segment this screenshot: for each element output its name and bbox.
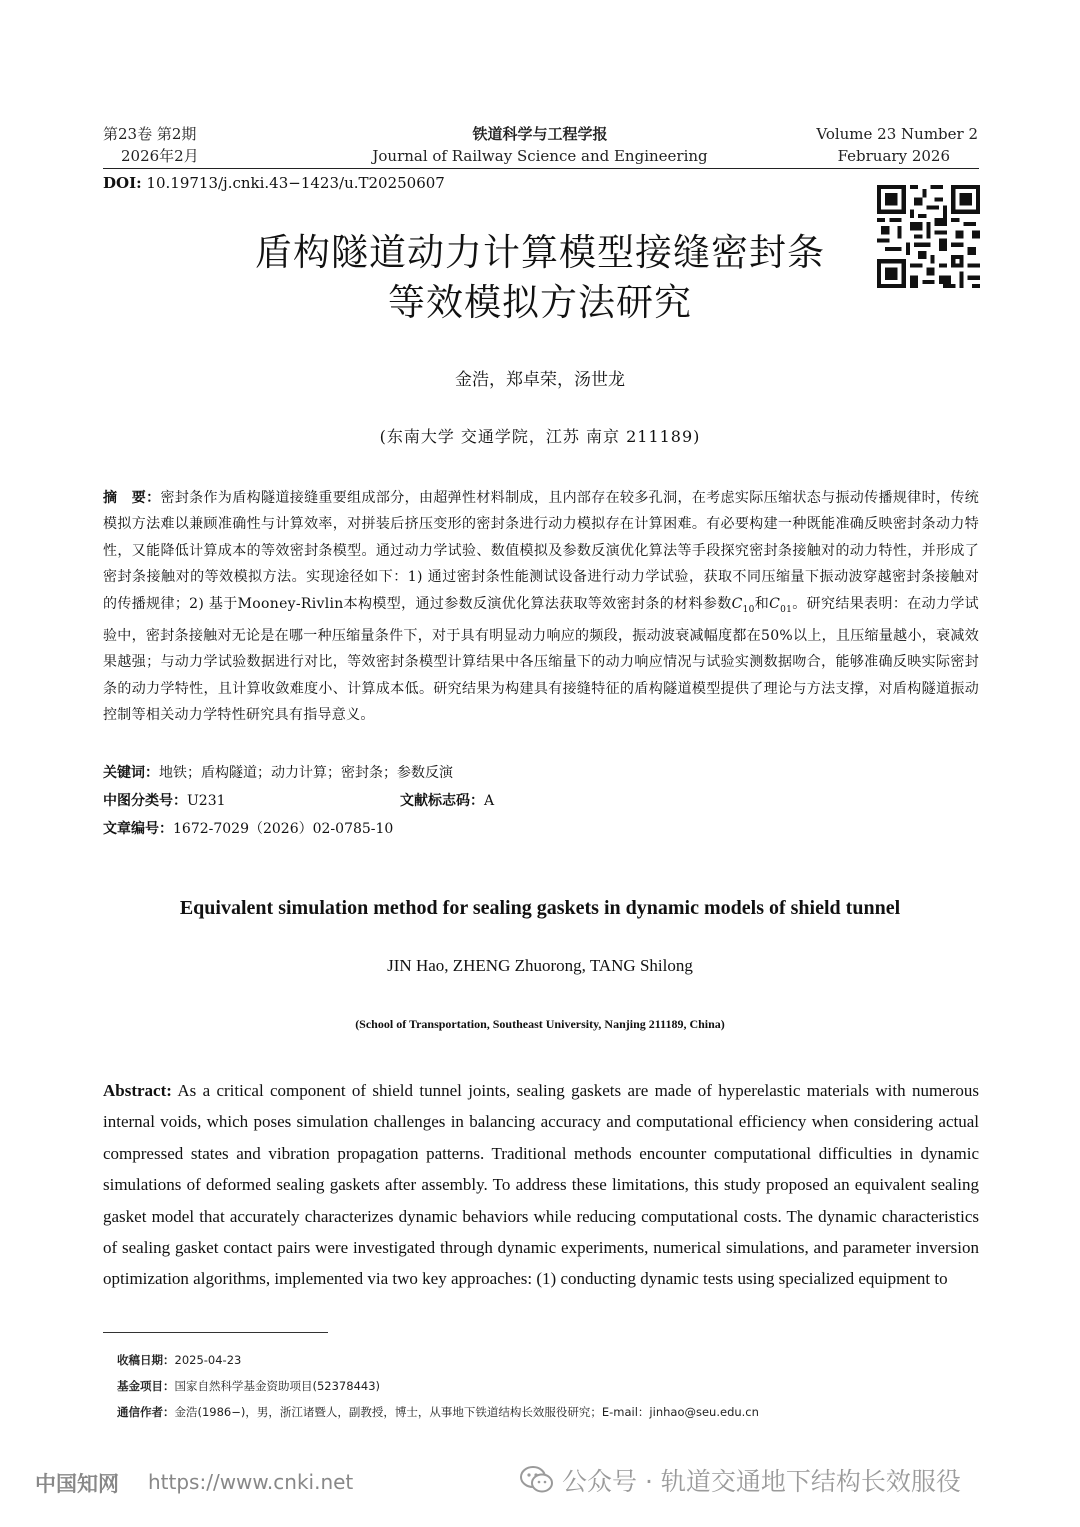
cnki-url[interactable]: https://www.cnki.net [148,1470,354,1494]
fund-label: 基金项目： [117,1379,175,1393]
article-no-line [103,818,393,840]
footnote-received [117,1351,241,1369]
volume-number-en: Volume 23 Number 2 [816,125,978,143]
abstract-cn-label: 摘 要： [103,490,161,506]
param-c01-sub: 01 [780,604,793,615]
wechat-icon [520,1465,554,1495]
doc-code-label: 文献标志码： [400,793,484,809]
abstract-en [103,1075,979,1295]
doi-line [103,174,445,192]
abstract-en-label: Abstract: [103,1081,172,1100]
article-no-label: 文章编号： [103,821,173,837]
keywords-label: 关键词： [103,765,159,781]
received-value: 2025-04-23 [174,1353,242,1367]
issue-date-en: February 2026 [837,147,950,165]
wechat-account-name: 公众号 · 轨道交通地下结构长效服役 [562,1467,961,1496]
abstract-cn [103,485,979,728]
abstract-cn-text-1: 密封条作为盾构隧道接缝重要组成部分，由超弹性材料制成，且内部存在较多孔洞，在考虑实际压缩状态与振动传播规律时，传统模拟方法难以兼顾准确性与计算效率，对拼装后挤压变形的密封条进行动力模拟存在计算困难。有必要构建一种既能准确反映密封条动力特性，又能降低计算成本的等效密封条模型。通过动力学试验、数值模拟及参数反演优化算法等手段探究密封条接触对的动力特性，并形成了密封条接触对的等效模拟方法。实现途径如下：1) 通过密封条性能测试设备进行动力学试验，获取不同压缩量下振动波穿越密封条接触对的传播规律；2) 基于Mooney-Rivlin本构模型，通过参数反演优化算法获取等效密封条的材料参数 [103,490,979,612]
footnote-author [117,1403,759,1421]
authors-en: JIN Hao, ZHENG Zhuorong, TANG Shilong [387,956,693,975]
corr-author-label: 通信作者： [117,1405,175,1419]
param-c10: C [731,595,743,612]
clc-line [103,790,226,812]
title-cn-line2: 等效模拟方法研究 [388,281,692,324]
volume-issue: 第23卷 第2期 [103,125,197,143]
received-label: 收稿日期： [117,1353,175,1367]
affiliation-en: (School of Transportation, Southeast University, Nanjing 211189, China) [355,1017,725,1031]
fund-value: 国家自然科学基金资助项目(52378443) [174,1379,381,1393]
doc-code-value: A [484,793,495,809]
page-title-en: Equivalent simulation method for sealing gaskets in dynamic models of shield tunnel [179,897,901,919]
wechat-watermark [520,1462,961,1498]
keywords-value: 地铁；盾构隧道；动力计算；密封条；参数反演 [159,765,453,781]
doi-value[interactable]: 10.19713/j.cnki.43−1423/u.T20250607 [146,174,445,192]
journal-volume-en [800,123,978,167]
article-no-value: 1672-7029（2026）02-0785-10 [173,821,394,837]
header-rule [103,168,979,169]
abstract-cn-text-2: 。研究结果表明：在动力学试验中，密封条接触对无论是在哪一种压缩量条件下，对于具有明显动力响应的频段，振动波衰减幅度都在50%以上，且压缩量越小，衰减效果越强；与动力学试验数据进行对比，等效密封条模型计算结果中各压缩量下的动力响应情况与试验实测数据吻合，能够准确反映实际密封条的动力学特性，且计算收敛难度小、计算成本低。研究结果为构建具有接缝特征的盾构隧道模型提供了理论与方法支撑，对盾构隧道振动控制等相关动力学特性研究具有指导意义。 [103,595,979,724]
journal-volume-info [103,123,303,167]
title-cn-line1: 盾构隧道动力计算模型接缝密封条 [255,231,825,274]
keywords-line [103,762,453,784]
param-c01: C [769,595,781,612]
abstract-cn-conj: 和 [754,595,770,612]
issue-date: 2026年2月 [121,147,199,165]
footnote-fund [117,1377,380,1395]
affiliation-cn: (东南大学 交通学院，江苏 南京 211189) [379,427,701,446]
clc-value: U231 [187,793,226,809]
journal-name-en: Journal of Railway Science and Engineering [372,147,708,165]
doi-label: DOI: [103,174,142,192]
journal-name [330,123,750,167]
abstract-en-text: As a critical component of shield tunnel joints, sealing gaskets are made of hyperelastic materials with numerous internal voids, which poses simulation challenges in balancing accuracy and computational efficiency when considering actual compressed states and vibration propagation patterns. Traditional methods encounter computational difficulties in dynamic simulations of deformed sealing gaskets after assembly. To address these limitations, this study proposed an equivalent sealing gasket model that accurately characterizes dynamic behaviors while reducing computational costs. The dynamic characteristics of sealing gasket contact pairs were investigated through dynamic experiments, numerical simulations, and parameter inversion optimization algorithms, implemented via two key approaches: (1) conducting dynamic tests using specialized equipment to [103,1081,980,1289]
param-c10-sub: 10 [742,604,755,615]
authors-cn: 金浩，郑卓荣，汤世龙 [455,370,625,390]
cnki-watermark: 中国知网 [35,1472,119,1496]
page-title-cn [180,228,900,328]
doc-code-line [400,790,494,812]
corr-author-value: 金浩(1986−)，男，浙江诸暨人，副教授，博士，从事地下铁道结构长效服役研究；E-mail：jinhao@seu.edu.cn [174,1405,759,1419]
journal-name-cn: 铁道科学与工程学报 [472,125,608,143]
footnote-rule [103,1332,328,1333]
clc-label: 中图分类号： [103,793,187,809]
